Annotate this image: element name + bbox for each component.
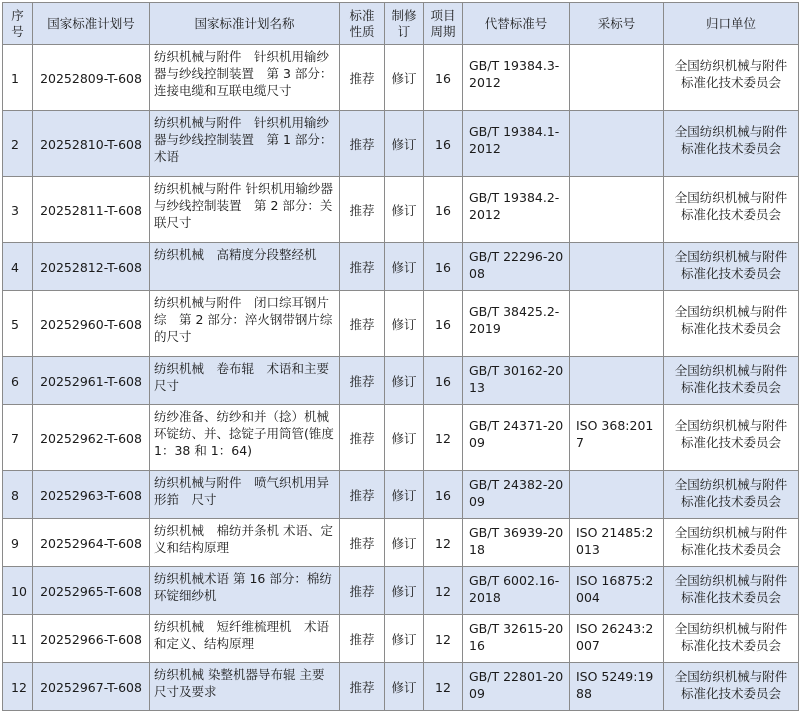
cell-adopted: ISO 21485:2013 <box>570 519 664 567</box>
table-row <box>3 357 799 405</box>
cell-revision: 修订 <box>385 405 424 471</box>
cell-no: 3 <box>3 177 33 243</box>
cell-name: 纺织机械与附件 闭口综耳钢片综 第 2 部分：淬火钢带钢片综的尺寸 <box>150 291 340 357</box>
cell-revision: 修订 <box>385 111 424 177</box>
header-org: 归口单位 <box>664 3 799 45</box>
table-row <box>3 663 799 711</box>
cell-nature: 推荐 <box>340 405 385 471</box>
cell-no: 7 <box>3 405 33 471</box>
cell-org: 全国纺织机械与附件标准化技术委员会 <box>664 471 799 519</box>
cell-period: 12 <box>424 519 463 567</box>
cell-name: 纺纱准备、纺纱和并（捻）机械 环锭纺、并、捻锭子用筒管(锥度 1：38 和 1：64) <box>150 405 340 471</box>
cell-replaced: GB/T 38425.2-2019 <box>463 291 570 357</box>
cell-name: 纺织机械与附件 喷气织机用异形筘 尺寸 <box>150 471 340 519</box>
cell-adopted <box>570 177 664 243</box>
cell-org: 全国纺织机械与附件标准化技术委员会 <box>664 291 799 357</box>
cell-period: 16 <box>424 471 463 519</box>
header-nature: 标准 性质 <box>340 3 385 45</box>
cell-name: 纺织机械与附件 针织机用输纱器与纱线控制装置 第 2 部分：关联尺寸 <box>150 177 340 243</box>
cell-adopted: ISO 26243:2007 <box>570 615 664 663</box>
cell-org: 全国纺织机械与附件标准化技术委员会 <box>664 663 799 711</box>
cell-org: 全国纺织机械与附件标准化技术委员会 <box>664 111 799 177</box>
cell-replaced: GB/T 24371-2009 <box>463 405 570 471</box>
cell-no: 12 <box>3 663 33 711</box>
table-row <box>3 243 799 291</box>
cell-adopted <box>570 45 664 111</box>
cell-period: 12 <box>424 405 463 471</box>
cell-name: 纺织机械术语 第 16 部分：棉纺环锭细纱机 <box>150 567 340 615</box>
cell-name: 纺织机械 棉纺并条机 术语、定义和结构原理 <box>150 519 340 567</box>
cell-period: 16 <box>424 177 463 243</box>
cell-revision: 修订 <box>385 519 424 567</box>
cell-no: 6 <box>3 357 33 405</box>
cell-revision: 修订 <box>385 177 424 243</box>
cell-adopted: ISO 5249:1988 <box>570 663 664 711</box>
cell-replaced: GB/T 36939-2018 <box>463 519 570 567</box>
cell-adopted <box>570 357 664 405</box>
header-replaced: 代替标准号 <box>463 3 570 45</box>
cell-no: 1 <box>3 45 33 111</box>
cell-replaced: GB/T 6002.16-2018 <box>463 567 570 615</box>
cell-plan-no: 20252811-T-608 <box>33 177 150 243</box>
cell-period: 16 <box>424 45 463 111</box>
table-row <box>3 111 799 177</box>
cell-replaced: GB/T 22801-2009 <box>463 663 570 711</box>
cell-nature: 推荐 <box>340 177 385 243</box>
cell-revision: 修订 <box>385 45 424 111</box>
table-row <box>3 567 799 615</box>
cell-replaced: GB/T 19384.2-2012 <box>463 177 570 243</box>
cell-org: 全国纺织机械与附件标准化技术委员会 <box>664 615 799 663</box>
header-no: 序 号 <box>3 3 33 45</box>
cell-no: 11 <box>3 615 33 663</box>
cell-adopted: ISO 16875:2004 <box>570 567 664 615</box>
cell-no: 4 <box>3 243 33 291</box>
cell-replaced: GB/T 22296-2008 <box>463 243 570 291</box>
table-row <box>3 405 799 471</box>
cell-nature: 推荐 <box>340 519 385 567</box>
cell-nature: 推荐 <box>340 243 385 291</box>
cell-org: 全国纺织机械与附件标准化技术委员会 <box>664 243 799 291</box>
cell-org: 全国纺织机械与附件标准化技术委员会 <box>664 177 799 243</box>
cell-plan-no: 20252960-T-608 <box>33 291 150 357</box>
cell-no: 2 <box>3 111 33 177</box>
cell-period: 16 <box>424 357 463 405</box>
cell-plan-no: 20252809-T-608 <box>33 45 150 111</box>
cell-plan-no: 20252962-T-608 <box>33 405 150 471</box>
cell-period: 12 <box>424 615 463 663</box>
cell-nature: 推荐 <box>340 291 385 357</box>
header-name: 国家标准计划名称 <box>150 3 340 45</box>
table-row <box>3 519 799 567</box>
cell-nature: 推荐 <box>340 45 385 111</box>
cell-org: 全国纺织机械与附件标准化技术委员会 <box>664 45 799 111</box>
cell-revision: 修订 <box>385 663 424 711</box>
cell-nature: 推荐 <box>340 357 385 405</box>
cell-org: 全国纺织机械与附件标准化技术委员会 <box>664 405 799 471</box>
standards-plan-table <box>2 2 799 711</box>
cell-no: 5 <box>3 291 33 357</box>
cell-name: 纺织机械 短纤维梳理机 术语和定义、结构原理 <box>150 615 340 663</box>
cell-no: 8 <box>3 471 33 519</box>
cell-adopted: ISO 368:2017 <box>570 405 664 471</box>
cell-revision: 修订 <box>385 567 424 615</box>
cell-name: 纺织机械与附件 针织机用输纱器与纱线控制装置 第 1 部分：术语 <box>150 111 340 177</box>
cell-plan-no: 20252966-T-608 <box>33 615 150 663</box>
cell-replaced: GB/T 30162-2013 <box>463 357 570 405</box>
cell-nature: 推荐 <box>340 471 385 519</box>
cell-replaced: GB/T 19384.1-2012 <box>463 111 570 177</box>
cell-revision: 修订 <box>385 357 424 405</box>
cell-revision: 修订 <box>385 471 424 519</box>
table-row <box>3 177 799 243</box>
cell-adopted <box>570 111 664 177</box>
table-header <box>3 3 799 45</box>
header-plan-no: 国家标准计划号 <box>33 3 150 45</box>
cell-name: 纺织机械与附件 针织机用输纱器与纱线控制装置 第 3 部分：连接电缆和互联电缆尺寸 <box>150 45 340 111</box>
cell-plan-no: 20252963-T-608 <box>33 471 150 519</box>
table-row <box>3 45 799 111</box>
cell-plan-no: 20252961-T-608 <box>33 357 150 405</box>
cell-plan-no: 20252812-T-608 <box>33 243 150 291</box>
cell-revision: 修订 <box>385 291 424 357</box>
cell-adopted <box>570 471 664 519</box>
table-row <box>3 291 799 357</box>
cell-period: 12 <box>424 567 463 615</box>
cell-period: 12 <box>424 663 463 711</box>
cell-revision: 修订 <box>385 243 424 291</box>
cell-nature: 推荐 <box>340 615 385 663</box>
cell-org: 全国纺织机械与附件标准化技术委员会 <box>664 357 799 405</box>
cell-adopted <box>570 291 664 357</box>
cell-period: 16 <box>424 291 463 357</box>
header-adopted: 采标号 <box>570 3 664 45</box>
cell-no: 9 <box>3 519 33 567</box>
header-period: 项目 周期 <box>424 3 463 45</box>
cell-org: 全国纺织机械与附件标准化技术委员会 <box>664 519 799 567</box>
cell-period: 16 <box>424 243 463 291</box>
cell-name: 纺织机械 高精度分段整经机 <box>150 243 340 291</box>
cell-nature: 推荐 <box>340 567 385 615</box>
cell-name: 纺织机械 卷布辊 术语和主要尺寸 <box>150 357 340 405</box>
cell-plan-no: 20252810-T-608 <box>33 111 150 177</box>
cell-adopted <box>570 243 664 291</box>
cell-revision: 修订 <box>385 615 424 663</box>
cell-org: 全国纺织机械与附件标准化技术委员会 <box>664 567 799 615</box>
cell-period: 16 <box>424 111 463 177</box>
cell-replaced: GB/T 32615-2016 <box>463 615 570 663</box>
cell-replaced: GB/T 24382-2009 <box>463 471 570 519</box>
cell-replaced: GB/T 19384.3-2012 <box>463 45 570 111</box>
table-row <box>3 615 799 663</box>
cell-plan-no: 20252964-T-608 <box>33 519 150 567</box>
header-row <box>3 3 799 45</box>
cell-nature: 推荐 <box>340 111 385 177</box>
cell-plan-no: 20252965-T-608 <box>33 567 150 615</box>
header-revision: 制修 订 <box>385 3 424 45</box>
table-body <box>3 45 799 711</box>
table-row <box>3 471 799 519</box>
cell-name: 纺织机械 染整机器导布辊 主要尺寸及要求 <box>150 663 340 711</box>
cell-no: 10 <box>3 567 33 615</box>
cell-nature: 推荐 <box>340 663 385 711</box>
cell-plan-no: 20252967-T-608 <box>33 663 150 711</box>
